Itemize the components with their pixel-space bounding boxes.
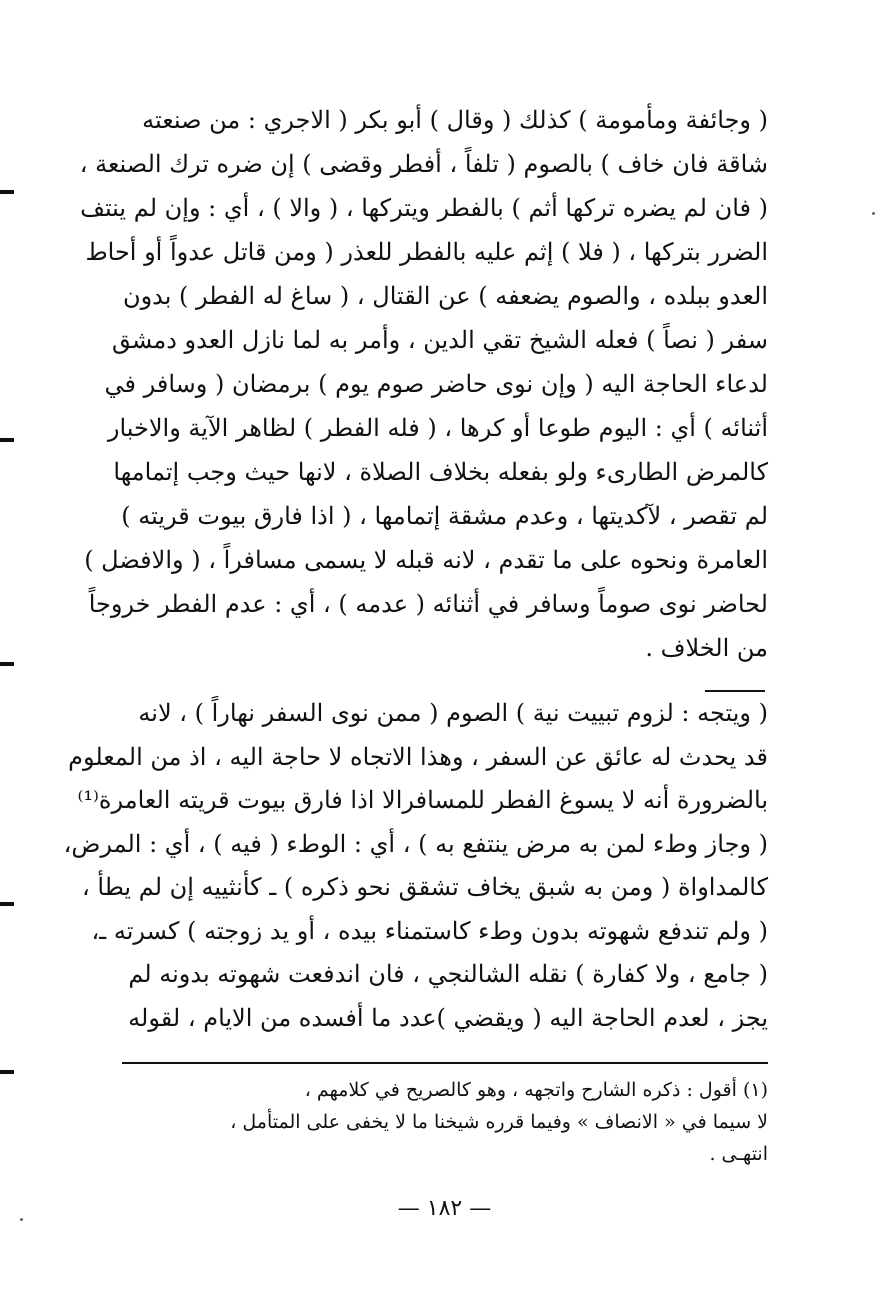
text-line: بالضرورة أنه لا يسوغ الفطر للمسافرالا اذا فارق بيوت قريته العامرة⁽¹⁾	[77, 786, 768, 814]
text-line: سفر ( نصاً ) فعله الشيخ تقي الدين ، وأمر به لما نازل العدو دمشق	[111, 326, 768, 354]
text-line: أثنائه ) أي : اليوم طوعا أو كرها ، ( فله الفطر ) لظاهر الآية والاخبار	[107, 414, 768, 442]
text-line: العامرة ونحوه على ما تقدم ، لانه قبله لا يسمى مسافراً ، ( والافضل )	[84, 546, 768, 574]
text-line: كالمرض الطارىء ولو بفعله بخلاف الصلاة ، لانها حيث وجب إتمامها	[113, 458, 768, 486]
footnote-line: لا سيما في « الانصاف » وفيما قرره شيخنا ما لا يخفى على المتأمل ،	[230, 1111, 768, 1133]
text-line: العدو ببلده ، والصوم يضعفه ) عن القتال ، ( ساغ له الفطر ) بدون	[122, 282, 768, 310]
second-text-block	[63, 692, 768, 1040]
footnote-line: (١) أقول : ذكره الشارح واتجهه ، وهو كالصريح في كلامهم ،	[304, 1079, 768, 1101]
text-line: شاقة فان خاف ) بالصوم ( تلفاً ، أفطر وقضى ) إن ضره ترك الصنعة ،	[79, 150, 768, 178]
text-line: ( وجاز وطء لمن به مرض ينتفع به ) ، أي : الوطء ( فيه ) ، أي : المرض،	[63, 829, 768, 858]
text-line: ( فان لم يضره تركها أثم ) بالفطر ويتركها ، ( والا ) ، أي : وإن لم ينتف	[80, 194, 768, 222]
text-line: ( جامع ، ولا كفارة ) نقله الشالنجي ، فان اندفعت شهوته بدونه لم	[128, 960, 768, 988]
text-line: من الخلاف .	[645, 634, 768, 662]
margin-mark	[0, 662, 14, 666]
text-line: لم تقصر ، لآكديتها ، وعدم مشقة إتمامها ، ( اذا فارق بيوت قريته )	[121, 502, 768, 530]
text-line: كالمداواة ( ومن به شبق يخاف تشقق نحو ذكره ) ـ كأنثييه إن لم يطأ ،	[82, 873, 768, 901]
text-line: قد يحدث له عائق عن السفر ، وهذا الاتجاه لا حاجة اليه ، اذ من المعلوم	[68, 742, 768, 771]
scan-speck	[20, 1218, 23, 1221]
text-line: ( ويتجه : لزوم تبييت نية ) الصوم ( ممن نوى السفر نهاراً ) ، لانه	[138, 699, 768, 727]
text-line: ( ولم تندفع شهوته بدون وطء كاستمناء بيده ، أو يد زوجته ) كسرته ـ،	[91, 916, 768, 945]
footnote-divider	[122, 1062, 768, 1064]
text-line: ( وجائفة ومأمومة ) كذلك ( وقال ) أبو بكر ( الاجري : من صنعته	[142, 106, 768, 134]
margin-mark	[0, 438, 14, 442]
margin-mark	[0, 902, 14, 906]
scan-speck	[872, 212, 875, 215]
text-line: يجز ، لعدم الحاجة اليه ( ويقضي )عدد ما أفسده من الايام ، لقوله	[128, 1003, 768, 1032]
margin-mark	[0, 190, 14, 194]
page-number: — ١٨٢ —	[397, 1196, 492, 1221]
text-line: لدعاء الحاجة اليه ( وإن نوى حاضر صوم يوم ) برمضان ( وسافر في	[104, 370, 768, 398]
footnote-block	[122, 1074, 768, 1170]
main-text-block	[79, 98, 768, 670]
margin-mark	[0, 1070, 14, 1074]
text-line: لحاضر نوى صوماً وسافر في أثنائه ( عدمه ) ، أي : عدم الفطر خروجاً	[88, 590, 768, 618]
footnote-line: انتهـى .	[709, 1143, 768, 1165]
text-line: الضرر بتركها ، ( فلا ) إثم عليه بالفطر للعذر ( ومن قاتل عدواً أو أحاط	[85, 238, 768, 266]
